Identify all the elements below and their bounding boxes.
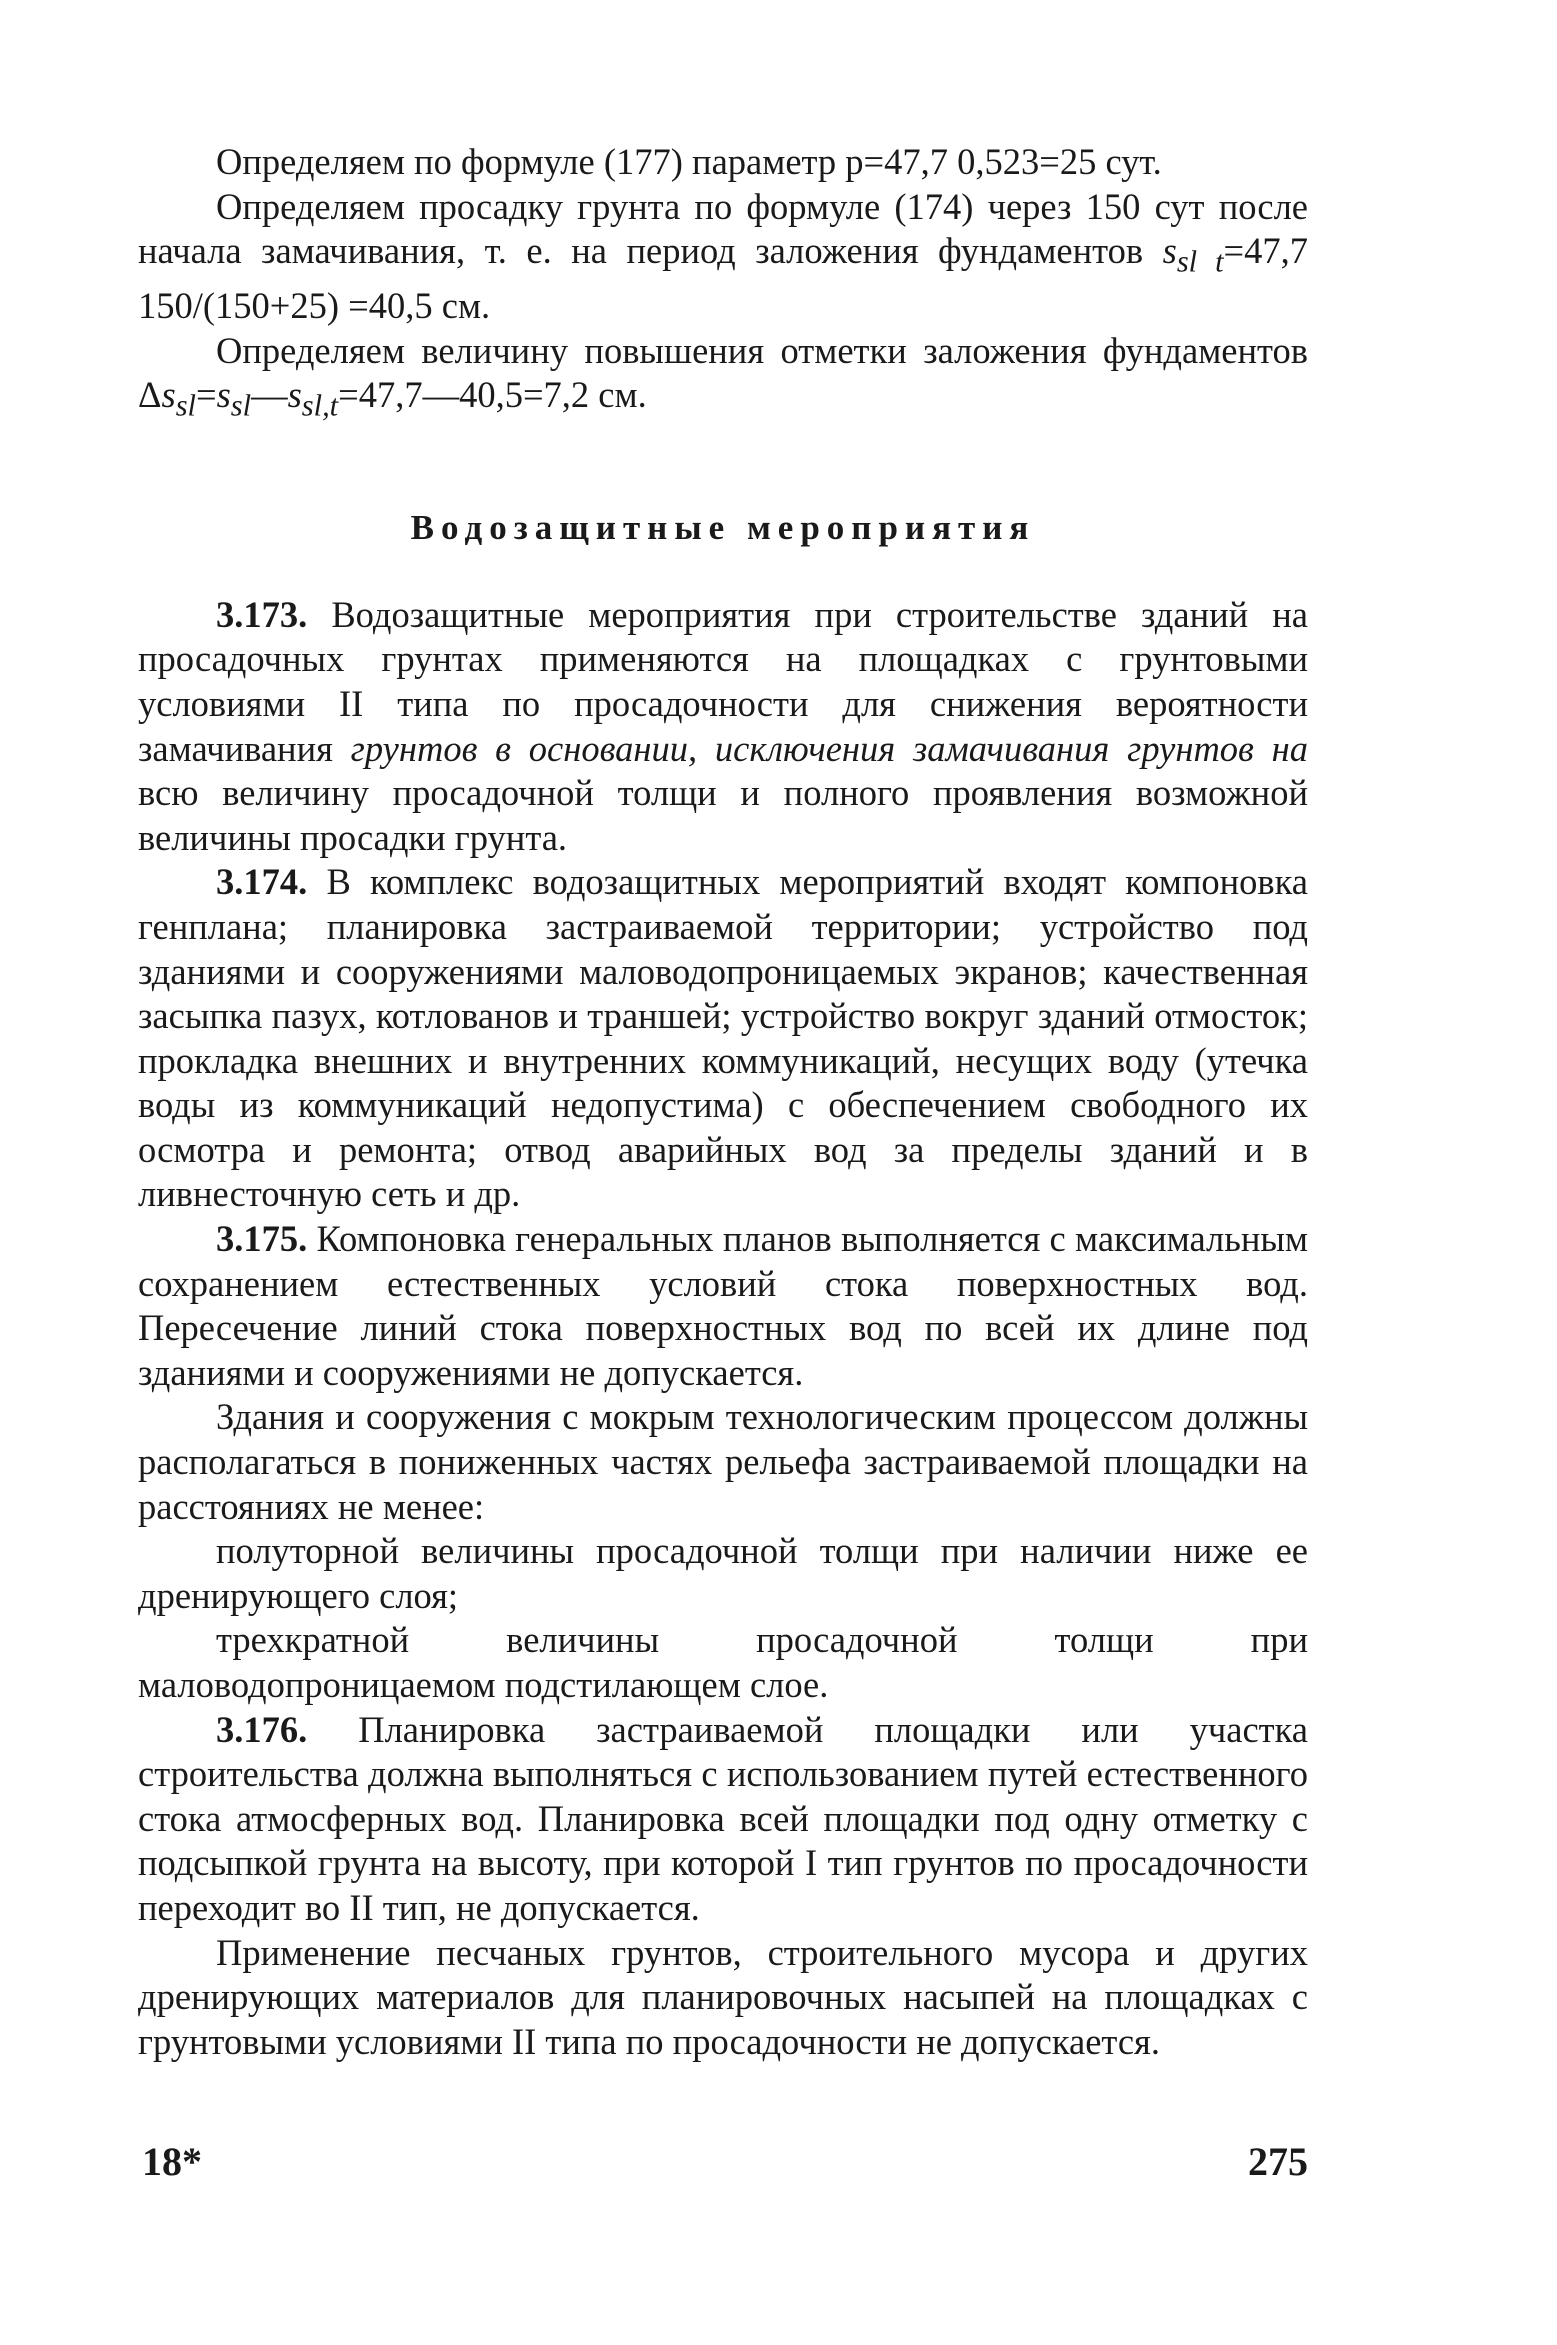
clause-text-3-173-italic: грунтов в основании, исключения замачивания грунтов на [350, 727, 1309, 769]
clause-number-3-174: 3.174. [216, 861, 308, 903]
symbol-s-1: s [161, 374, 176, 416]
symbol-s-2: s [216, 374, 231, 416]
paragraph-3-175 [138, 1217, 1308, 1395]
paragraph-distance-one-and-half: полуторной величины просадочной толщи при наличии ниже ее дренирующего слоя; [138, 1530, 1308, 1616]
signature-mark: 18* [142, 2139, 202, 2184]
symbol-s-3: s [287, 374, 302, 416]
subscript-sl-t-2: sl,t [301, 388, 339, 423]
clause-text-3-173-b: всю величину просадочной толщи и полного проявления возможной величины просадки грунта. [138, 772, 1308, 858]
paragraph-3-174 [138, 860, 1308, 1217]
paragraph-sandy-soils: Применение песчаных грунтов, строительного мусора и других дренирующих материалов для планировочных насыпей на площадках с грунтовыми условиями II типа по просадочности не допускается. [138, 1931, 1308, 2062]
section-heading: Водозащитные мероприятия [410, 508, 1036, 548]
clause-text-3-173-a: Водозащитные мероприятия при строительстве зданий на просадочных грунтах применяются на площадках с грунтовыми условиями II типа по просадочности для снижения вероятности замачивания [138, 593, 1308, 769]
clause-text-3-176: Планировка застраиваемой площадки или участка строительства должна выполняться с использованием путей естественного стока атмосферных вод. Планировка всей площадки под одну отметку с подсыпкой грунта на высоту, при которой I тип грунтов по просадочности переходит во II тип, не допускается. [138, 1708, 1308, 1928]
settlement-text: Определяем просадку грунта по формуле (174) через 150 сут после начала замачивания, т. е. на период заложения фундаментов [138, 185, 1308, 272]
clause-number-3-176: 3.176. [216, 1708, 308, 1750]
subscript-sl-1: sl [175, 388, 196, 423]
paragraph-3-173 [138, 593, 1308, 861]
subscript-sl-2: sl [230, 388, 252, 423]
clause-number-3-173: 3.173. [216, 593, 308, 635]
raise-text: Определяем величину повышения отметки заложения фундаментов Δ [138, 329, 1308, 416]
paragraph-3-176 [138, 1708, 1308, 1931]
paragraph-settlement [138, 185, 1308, 329]
subscript-sl-t: sl t [1176, 244, 1224, 279]
paragraph-parameter-p: Определяем по формуле (177) параметр p=47,7 0,523=25 сут. [216, 141, 1162, 182]
minus-sign: — [251, 374, 288, 416]
paragraph-foundation-raise [138, 329, 1308, 428]
symbol-s: s [1162, 230, 1177, 272]
page-body [138, 140, 1308, 2064]
page-number: 275 [1248, 2139, 1308, 2184]
raise-value: =47,7—40,5=7,2 см. [338, 374, 647, 416]
clause-text-3-175: Компоновка генеральных планов выполняется с максимальным сохранением естественных условий стока поверхностных вод. Пересечение линий стока поверхностных вод по всей их длине под зданиями и сооружениями не допускается. [138, 1218, 1308, 1393]
paragraph-distance-triple: трехкратной величины просадочной толщи при маловодопроницаемом подстилающем слое. [138, 1619, 1308, 1705]
equals-sign: = [195, 374, 217, 416]
clause-text-3-174: В комплекс водозащитных мероприятий входят компоновка генплана; планировка застраиваемой территории; устройство под зданиями и сооружениями маловодопроницаемых экранов; качественная засыпка пазух, котлованов и траншей; устройство вокруг зданий отмосток; прокладка внешних и внутренних коммуникаций, несущих воду (утечка воды из коммуникаций недопустима) с обеспечением свободного их осмотра и ремонта; отвод аварийных вод за пределы зданий и в ливнесточную сеть и др. [138, 861, 1308, 1215]
paragraph-wet-process: Здания и сооружения с мокрым технологическим процессом должны располагаться в пониженных частях рельефа застраиваемой площадки на расстояниях не менее: [138, 1396, 1308, 1527]
clause-number-3-175: 3.175. [216, 1218, 308, 1260]
settlement-value: =47,7 150/(150+25) =40,5 см. [138, 230, 1308, 327]
